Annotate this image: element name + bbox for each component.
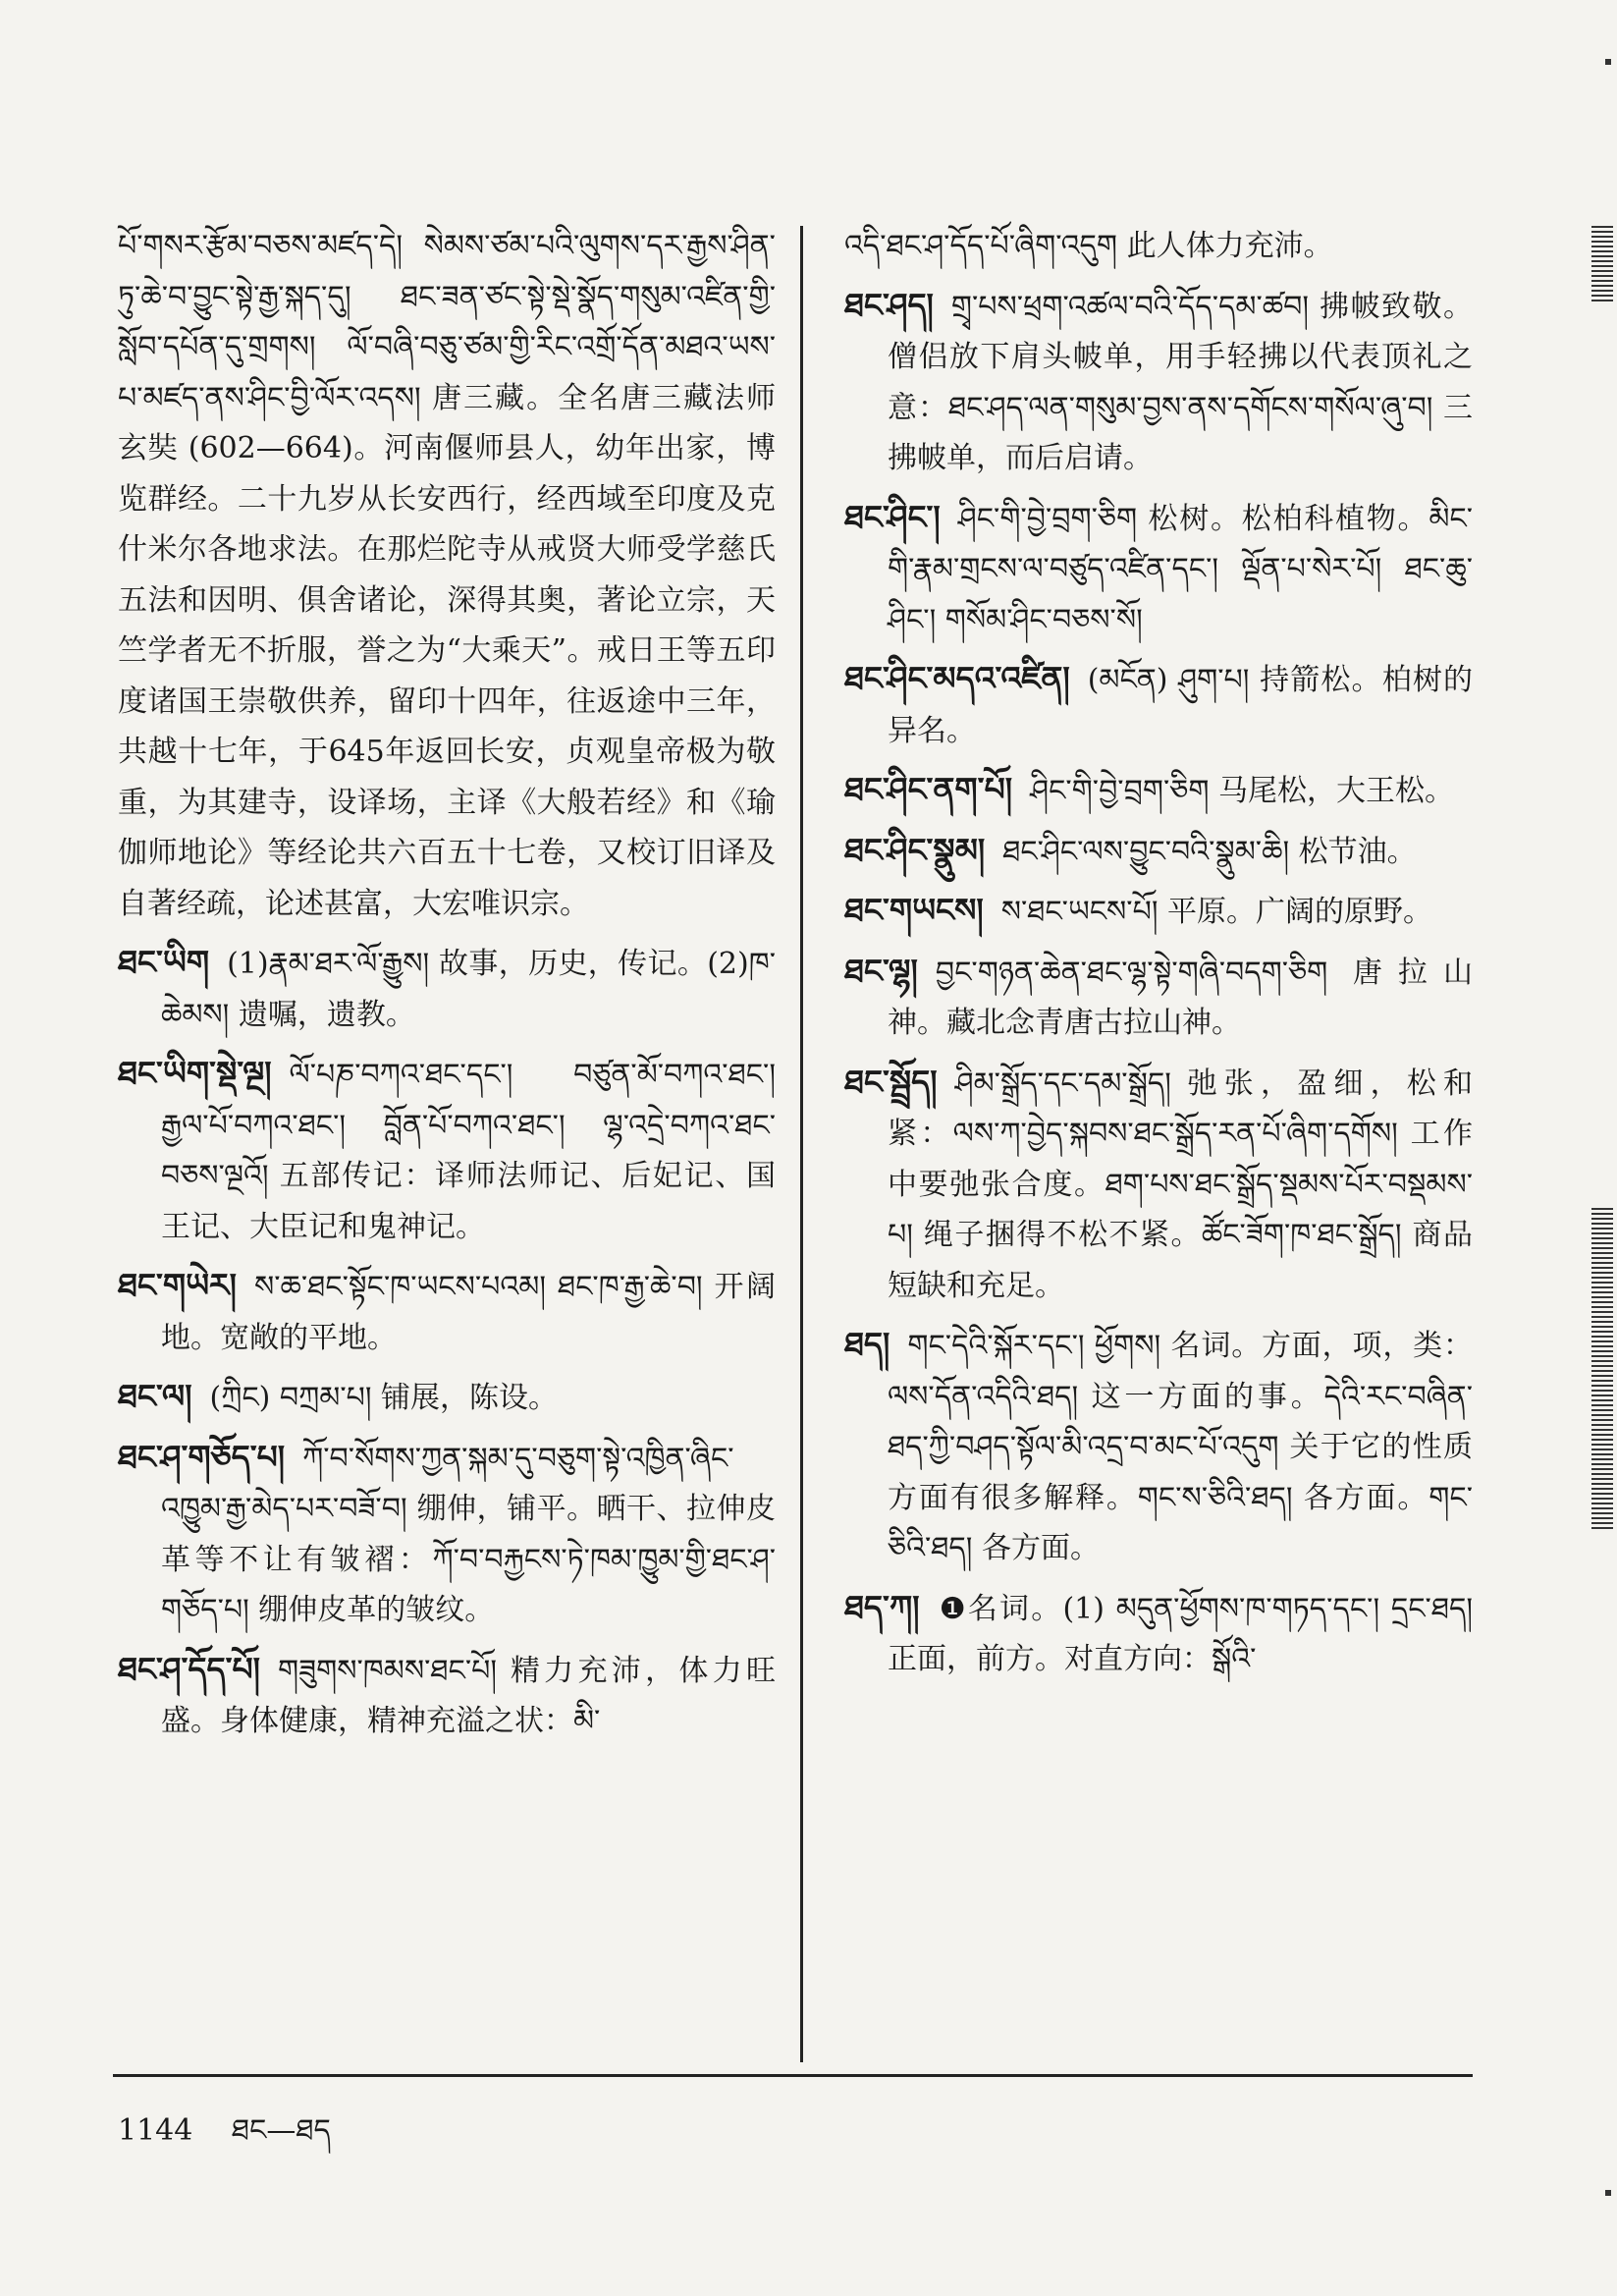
dictionary-entry (118, 1432, 776, 1636)
dictionary-entry (118, 1048, 776, 1252)
column-divider (800, 226, 803, 2062)
dictionary-entry (844, 1582, 1473, 1685)
footer-rule (113, 2074, 1473, 2077)
entry-definition: ས་ཆ་ཐང་སྟོང་ཁ་ཡངས་པའམ། ཐང་ཁ་རྒྱ་ཆེ་བ། 开阔地。宽敞的平地。 (161, 1270, 776, 1355)
entry-definition: གཟུགས་ཁམས་ཐང་པོ། 精力充沛，体力旺盛。身体健康，精神充溢之状：མི་ (161, 1653, 776, 1738)
dictionary-entry (844, 946, 1473, 1049)
page-number: 1144 (118, 2113, 193, 2148)
scan-edge-mark (1591, 226, 1613, 304)
entry-definition: (མངོན) ཤུག་པ། 持箭松。柏树的异名。 (888, 663, 1473, 748)
entry-headword: ཐང་ཤིང་། (844, 497, 941, 536)
entry-definition: གྲྭ་པས་ཕྲག་འཚལ་བའི་དོད་དམ་ཚབ། 拂帔致敬。僧侣放下肩头帔单，用手轻拂以代表顶礼之意：ཐང་ཤད་ལན་གསུམ་བྱས་ནས་དགོངས་གསོལ་ཞུ་བ། 三拂帔单，而后启请。 (888, 289, 1473, 475)
entry-headword: ཐང་ཡིག་སྡེ་ལྔ། (118, 1054, 272, 1092)
entry-headword: ཐང་སྦྲོད། (844, 1062, 938, 1101)
dictionary-entry (118, 1260, 776, 1363)
entry-definition: འདི་ཐང་ཤ་དོད་པོ་ཞིག་འདུག 此人体力充沛。 (844, 229, 1333, 263)
entry-definition: ཤིམ་སྒྲོད་དང་དམ་སྒྲོད། 弛张，盈细，松和紧：ལས་ཀ་བྱེད་སྐབས་ཐང་སྒྲོད་རན་པོ་ཞིག་དགོས། 工作中要弛张合度。ཐག་པས་ཐང་སྒྲོད་སྡམས་པོར་བསྡམས་པ། 绳子捆得不松不紧。ཚོང་ཟོག་ཁ་ཐང་སྒྲོད། 商品短缺和充足。 (888, 1066, 1473, 1303)
entry-definition: པོ་གསར་རྩོམ་བཅས་མཛད་དེ། སེམས་ཙམ་པའི་ལུགས་དར་རྒྱས་ཤིན་ཏུ་ཆེ་བ་བྱུང་སྟེ་རྒྱ་སྐད་དུ། ཐང་ཟན་ཙང་སྟེ་སྡེ་སྣོད་གསུམ་འཛིན་གྱི་སློབ་དཔོན་དུ་གྲགས། ལོ་བཞི་བཅུ་ཙམ་གྱི་རིང་འགྲོ་དོན་མཐའ་ཡས་པ་མཛད་ནས་ཤིང་བྱི་ལོར་འདས། 唐三藏。全名唐三藏法师玄奘 (602—664)。河南偃师县人，幼年出家，博览群经。二十九岁从长安西行，经西域至印度及克什米尔各地求法。在那烂陀寺从戒贤大师受学慈氏五法和因明、俱舍诸论，深得其奥，著论立宗，天竺学者无不折服，誉之为“大乘天”。戒日王等五印度诸国王崇敬供养，留印十四年，往返途中三年，共越十七年，于645年返回长安，贞观皇帝极为敬重，为其建寺，设译场，主译《大般若经》和《瑜伽师地论》等经论共六百五十七卷，又校订旧译及自著经疏，论述甚富，大宏唯识宗。 (118, 229, 776, 921)
entry-headword: ཐད། (844, 1325, 890, 1363)
entry-headword: ཐང་གཡངས། (844, 891, 984, 929)
dictionary-entry (118, 1644, 776, 1747)
entry-headword: ཐང་ཤིང་སྣུམ། (844, 830, 986, 869)
dictionary-entry (118, 1371, 776, 1424)
dictionary-entry (844, 885, 1473, 938)
entry-headword: ཐང་གཡེར། (118, 1266, 237, 1304)
dictionary-entry (844, 492, 1473, 646)
scan-edge-mark (1605, 2190, 1611, 2196)
dictionary-entry (844, 825, 1473, 878)
dictionary-entry (844, 764, 1473, 817)
page-range: ཐང—ཐད (231, 2113, 331, 2148)
entry-definition: ས་ཐང་ཡངས་པོ། 平原。广阔的原野。 (1000, 895, 1433, 929)
left-column (118, 221, 776, 1755)
entry-headword: ཐང་ཤ་དོད་པོ། (118, 1649, 261, 1688)
dictionary-entry (844, 653, 1473, 756)
entry-headword: ཐང་ཤད། (844, 285, 934, 324)
scan-edge-mark (1591, 1208, 1613, 1532)
entry-definition: (1)རྣམ་ཐར་ལོ་རྒྱུས། 故事，历史，传记。(2)ཁ་ཆེམས། 遗嘱，遗教。 (161, 947, 776, 1032)
entry-definition: ❶名词。(1) མདུན་ཕྱོགས་ཁ་གཏད་དང་། དྲང་ཐད། 正面，前方。对直方向：སྒོའི་ (888, 1591, 1473, 1676)
entry-headword: ཐང་ལྷ། (844, 951, 918, 990)
entry-headword: ཐང་ཤིང་ནག་པོ། (844, 770, 1013, 808)
entry-definition: བྱང་གཉན་ཆེན་ཐང་ལྷ་སྟེ་གཞི་བདག་ཅིག 唐拉山神。藏北念青唐古拉山神。 (888, 955, 1473, 1040)
entry-definition: ཤིང་གི་བྱེ་བྲག་ཅིག 马尾松，大王松。 (1030, 774, 1454, 808)
right-column (844, 221, 1473, 1693)
entry-headword: ཐང་ཤིང་མདའ་འཛིན། (844, 659, 1070, 697)
entry-headword: ཐང་ལ། (118, 1377, 192, 1415)
entry-definition: གང་དེའི་སྐོར་དང་། ཕྱོགས། 名词。方面，项，类：ལས་དོན་འདིའི་ཐད། 这一方面的事。དེའི་རང་བཞིན་ཐད་ཀྱི་བཤད་སྟོལ་མི་འདྲ་བ་མང་པོ་འདུག 关于它的性质方面有很多解释。གང་ས་ཅིའི་ཐད། 各方面。གང་ཅིའི་ཐད། 各方面。 (888, 1329, 1473, 1565)
dictionary-entry (844, 1319, 1473, 1574)
entry-definition: (ཀྲིང) བཀྲམ་པ། 铺展，陈设。 (209, 1381, 559, 1415)
dictionary-entry (118, 937, 776, 1040)
entry-definition: ཤིང་གི་བྱེ་བྲག་ཅིག 松树。松柏科植物。མིང་གི་རྣམ་གྲངས་ལ་བཙུད་འཛིན་དང་། ལྡོན་པ་སེར་པོ། ཐང་ཆུ་ཤིང་། གསོམ་ཤིང་བཅས་སོ། (888, 501, 1473, 637)
entry-definition: ཀོ་བ་སོགས་ཀྱན་སྐམ་དུ་བཅུག་སྟེ་འཁྱིན་ཞིང་འཁྱུམ་རྒྱ་མེད་པར་བཟོ་བ། 绷伸，铺平。晒干、拉伸皮革等不让有皱褶：ཀོ་བ་བརྐྱངས་ཏེ་ཁམ་ཁྱུམ་གྱི་ཐང་ཤ་གཅོད་པ། 绷伸皮革的皱纹。 (161, 1441, 776, 1627)
entry-headword: ཐང་ཡིག (118, 943, 210, 981)
page-footer (118, 2098, 331, 2180)
dictionary-entry (844, 221, 1473, 272)
dictionary-entry (844, 1057, 1473, 1312)
entry-headword: ཐད་ཀ། (844, 1587, 920, 1626)
dictionary-entry (118, 221, 776, 929)
scan-edge-mark (1605, 59, 1611, 65)
dictionary-entry (844, 280, 1473, 484)
entry-definition: ལོ་པཎ་བཀའ་ཐང་དང་། བཙུན་མོ་བཀའ་ཐང་། རྒྱལ་པོ་བཀའ་ཐང་། བློན་པོ་བཀའ་ཐང་། ལྷ་འདྲེ་བཀའ་ཐང་བཅས་ལྔའོ། 五部传记：译师法师记、后妃记、国王记、大臣记和鬼神记。 (161, 1058, 776, 1244)
entry-headword: ཐང་ཤ་གཅོད་པ། (118, 1437, 286, 1476)
entry-definition: ཐང་ཤིང་ལས་བྱུང་བའི་སྣུམ་ཆི། 松节油。 (1002, 834, 1417, 869)
